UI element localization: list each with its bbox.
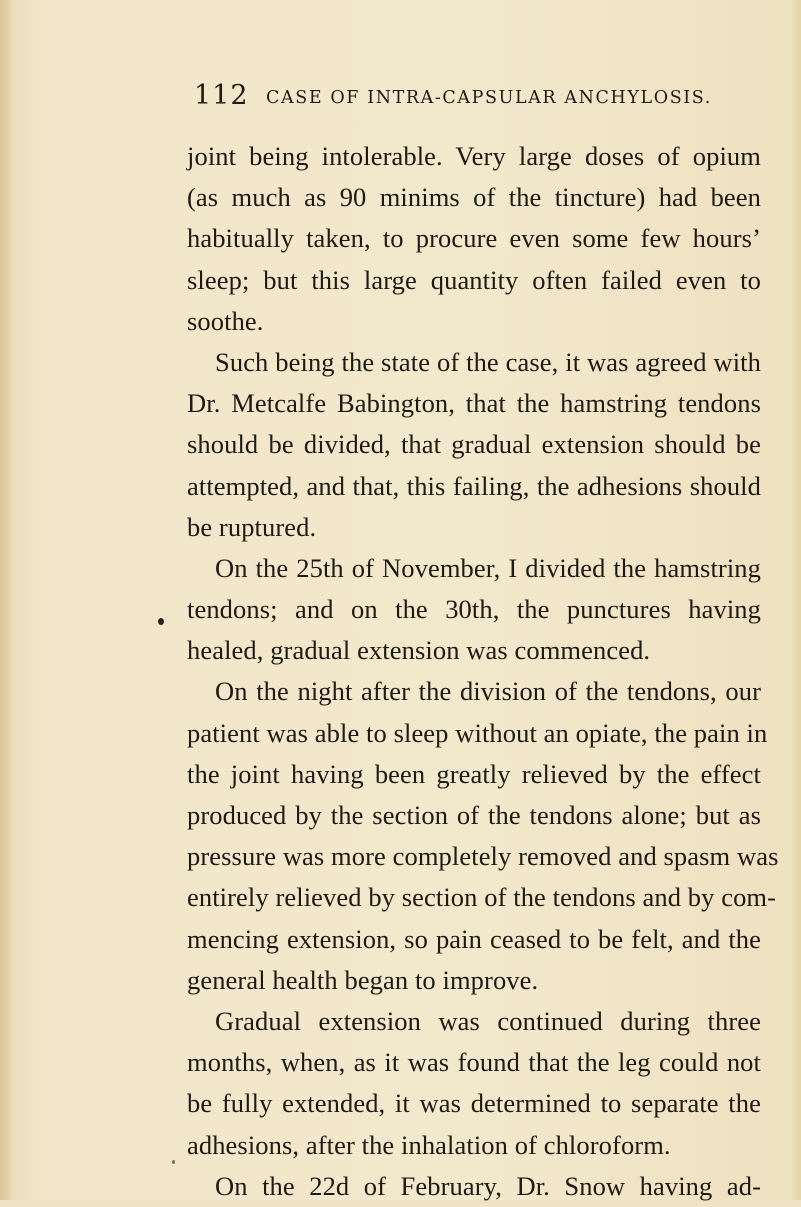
text-line: Dr. Metcalfe Babington, that the hamstring tendons — [187, 388, 761, 419]
page-edge-left — [0, 0, 14, 1200]
text-line: Gradual extension was continued during three — [215, 1005, 761, 1036]
text-line: soothe. — [187, 305, 264, 336]
text-line: habitually taken, to procure even some few hours’ — [187, 223, 761, 254]
page-edge-right — [791, 0, 801, 1200]
text-line: be fully extended, it was determined to separate the — [187, 1088, 761, 1119]
paper-speck — [172, 1160, 175, 1164]
text-line: adhesions, after the inhalation of chloroform. — [187, 1129, 671, 1160]
text-line: produced by the section of the tendons alone; but as — [187, 800, 761, 830]
text-line: (as much as 90 minims of the tincture) had been — [187, 182, 761, 213]
text-line: the joint having been greatly relieved by the effect — [187, 758, 761, 789]
body-text — [187, 136, 779, 1207]
text-line: healed, gradual extension was commenced. — [187, 635, 651, 666]
text-line: entirely relieved by section of the tendons and by com- — [187, 882, 777, 913]
text-line: tendons; and on the 30th, the punctures having — [187, 594, 761, 625]
paper-speck — [158, 618, 164, 625]
text-line: joint being intolerable. Very large doses of opium — [187, 141, 761, 171]
text-line: On the night after the division of the tendons, our — [215, 676, 761, 707]
text-line: general health began to improve. — [187, 964, 539, 995]
text-line: months, when, as it was found that the leg could not — [187, 1047, 761, 1078]
page-header — [194, 80, 754, 120]
text-line: Such being the state of the case, it was agreed with — [215, 346, 761, 377]
text-line: pressure was more completely removed and spasm was — [187, 841, 779, 872]
text-line: should be divided, that gradual extension should be — [187, 429, 761, 460]
text-line: patient was able to sleep without an opiate, the pain in — [187, 717, 768, 748]
text-line: attempted, and that, this failing, the adhesions should — [187, 470, 761, 501]
page-number: 112 — [194, 80, 249, 111]
text-line: On the 22d of February, Dr. Snow having ad- — [215, 1170, 761, 1201]
text-line: sleep; but this large quantity often failed even to — [187, 264, 761, 295]
text-line: mencing extension, so pain ceased to be felt, and the — [187, 923, 761, 954]
text-line: On the 25th of November, I divided the hamstring — [215, 552, 761, 583]
text-line: be ruptured. — [187, 511, 317, 542]
running-head: CASE OF INTRA-CAPSULAR ANCHYLOSIS. — [266, 88, 712, 108]
